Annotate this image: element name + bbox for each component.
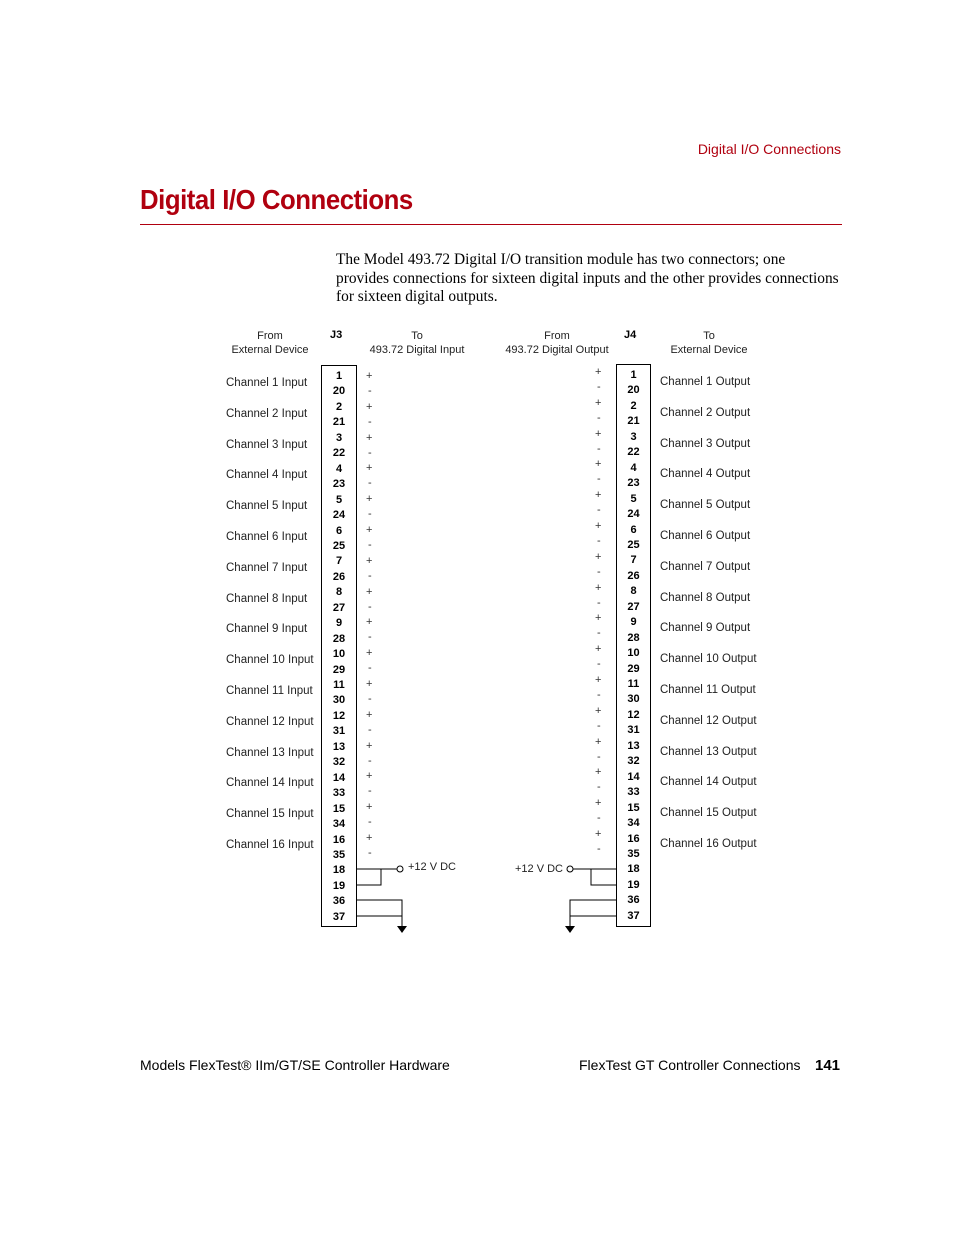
j3-pin-number: 7 xyxy=(335,555,343,568)
j3-minus-sign: - xyxy=(368,385,372,397)
j3-channel-label: Channel 7 Input xyxy=(226,561,308,574)
j4-minus-sign: - xyxy=(597,627,601,640)
j3-minus-sign: - xyxy=(368,816,372,829)
j4-pin-number: 14 xyxy=(627,770,640,783)
j3-pin-number: 21 xyxy=(332,416,346,429)
j4-pin-number: 22 xyxy=(627,446,640,459)
j3-plus-sign: + xyxy=(366,524,373,536)
j3-minus-sign: - xyxy=(368,693,372,705)
j4-plus-sign: + xyxy=(595,828,602,840)
j4-channel-label: Channel 12 Output xyxy=(660,714,757,727)
j3-plus-sign: + xyxy=(366,493,373,506)
j4-plus-sign: + xyxy=(595,797,602,810)
j4-channel-label: Channel 11 Output xyxy=(660,684,756,696)
j3-pin-number: 30 xyxy=(332,694,346,707)
j3-plus-sign: + xyxy=(366,770,373,783)
j4-pin-number: 18 xyxy=(627,863,640,876)
j3-channel-label: Channel 16 Input xyxy=(226,839,314,851)
j3-to-line2: 493.72 Digital Input xyxy=(369,343,465,356)
j3-pin-number: 6 xyxy=(335,524,343,537)
j4-pin-number: 33 xyxy=(627,786,640,799)
j4-from-line1: From xyxy=(544,330,570,342)
j3-pin-number: 29 xyxy=(332,663,346,676)
j4-supply-wire xyxy=(567,866,616,885)
j3-channel-label: Channel 3 Input xyxy=(226,438,308,451)
j3-ground-wire xyxy=(356,900,407,933)
j3-channel-label: Channel 1 Input xyxy=(226,377,308,389)
j3-channel-label: Channel 13 Input xyxy=(226,746,314,759)
j4-pin-number: 16 xyxy=(627,832,640,845)
j3-pin-number: 20 xyxy=(332,385,346,398)
j4-minus-sign: - xyxy=(597,689,601,701)
j3-plus-sign: + xyxy=(366,708,373,721)
j4-pin-number: 31 xyxy=(627,724,640,737)
footer-section: FlexTest GT Controller Connections xyxy=(579,1057,801,1073)
j4-pin-number: 37 xyxy=(627,909,640,922)
j4-plus-sign: + xyxy=(595,735,602,748)
intro-paragraph: The Model 493.72 Digital I/O transition module has two connectors; one provides connections for sixteen digital inputs and the other provides connections for sixteen digital outputs. xyxy=(336,251,839,305)
j3-channel-label: Channel 2 Input xyxy=(226,407,308,420)
j3-to-line1: To xyxy=(411,330,423,342)
j3-plus-sign: + xyxy=(366,554,373,567)
j4-pin-number: 20 xyxy=(627,384,640,397)
j4-plus-sign: + xyxy=(595,458,602,471)
j3-from-line1: From xyxy=(257,330,283,342)
j3-pin-number: 33 xyxy=(332,787,346,800)
j3-pin-number: 9 xyxy=(335,617,343,630)
running-head: Digital I/O Connections xyxy=(697,141,841,157)
j4-channel-label: Channel 4 Output xyxy=(660,468,751,481)
j4-ground-wire xyxy=(565,900,616,933)
j3-pin-number: 16 xyxy=(332,833,346,846)
j4-pin-number: 1 xyxy=(630,369,637,381)
j4-plus-sign: + xyxy=(595,427,602,440)
j4-minus-sign: - xyxy=(597,719,601,732)
j4-minus-sign: - xyxy=(597,596,601,609)
j3-pin-number: 11 xyxy=(333,679,345,691)
j3-minus-sign: - xyxy=(368,631,372,644)
j4-pin-number: 4 xyxy=(630,461,637,474)
j4-minus-sign: - xyxy=(597,442,601,455)
j4-channel-label: Channel 15 Output xyxy=(660,807,757,820)
j4-pin-number: 25 xyxy=(627,538,640,551)
j4-plus-sign: + xyxy=(595,704,602,717)
j4-minus-sign: - xyxy=(597,812,601,825)
j4-plus-sign: + xyxy=(595,550,602,563)
j3-pin-number: 12 xyxy=(332,709,346,722)
j4-minus-sign: - xyxy=(597,781,601,794)
j4-pin-number: 11 xyxy=(627,678,640,690)
j3-from-line2: External Device xyxy=(231,343,309,356)
j3-pin-number: 18 xyxy=(332,864,346,877)
j3-channel-label: Channel 12 Input xyxy=(226,715,314,728)
j3-supply-wire xyxy=(356,866,403,885)
j3-pin-number: 1 xyxy=(335,370,343,382)
j4-to-line1: To xyxy=(703,330,715,342)
j3-plus-sign: + xyxy=(366,370,373,382)
j4-pin-number: 6 xyxy=(630,523,637,536)
j4-channel-label: Channel 7 Output xyxy=(660,560,751,573)
j4-plus-sign: + xyxy=(595,520,602,532)
j4-plus-sign: + xyxy=(595,581,602,594)
j3-minus-sign: - xyxy=(368,600,372,613)
j4-pin-number: 3 xyxy=(630,430,637,443)
j3-minus-sign: - xyxy=(368,847,372,859)
j4-from-line2: 493.72 Digital Output xyxy=(505,343,609,356)
j4-to-line2: External Device xyxy=(670,343,748,356)
j3-minus-sign: - xyxy=(368,415,372,428)
j3-pin-number: 28 xyxy=(332,632,346,645)
j4-label: J4 xyxy=(624,329,637,341)
j3-plus-sign: + xyxy=(366,431,373,444)
j3-pin-number: 24 xyxy=(332,509,346,522)
j4-ground-icon xyxy=(565,926,575,933)
j4-pin-number: 13 xyxy=(627,739,640,752)
j3-pin-number: 13 xyxy=(332,740,346,753)
j3-plus-sign: + xyxy=(366,585,373,598)
j4-plus-sign: + xyxy=(595,366,602,378)
j3-pin-number: 26 xyxy=(332,570,346,583)
j3-channel-label: Channel 11 Input xyxy=(226,685,313,697)
j3-plus-sign: + xyxy=(366,678,373,690)
j3-pin-number: 19 xyxy=(332,879,346,892)
j4-channel-label: Channel 1 Output xyxy=(660,376,751,388)
j4-minus-sign: - xyxy=(597,504,601,517)
j4-channel-label: Channel 9 Output xyxy=(660,622,751,635)
j3-pin-number: 37 xyxy=(332,910,346,923)
j3-channel-label: Channel 5 Input xyxy=(226,500,308,513)
page-title: Digital I/O Connections xyxy=(140,184,413,215)
j4-pin-number: 7 xyxy=(630,554,637,567)
j3-pin-number: 25 xyxy=(332,539,346,552)
j4-pin-number: 28 xyxy=(627,631,640,644)
j3-ground-icon xyxy=(397,926,407,933)
j3-minus-sign: - xyxy=(368,539,372,551)
j4-channel-label: Channel 6 Output xyxy=(660,530,751,542)
j4-pin-number: 32 xyxy=(627,755,640,768)
j4-plus-sign: + xyxy=(595,396,602,409)
j3-plus-sign: + xyxy=(366,462,373,475)
page-number: 141 xyxy=(815,1057,841,1074)
j3-minus-sign: - xyxy=(368,569,372,582)
j4-channel-label: Channel 5 Output xyxy=(660,499,751,512)
j4-plus-sign: + xyxy=(595,643,602,656)
j4-pin-number: 21 xyxy=(627,415,640,428)
j3-plus-sign: + xyxy=(366,801,373,814)
j4-minus-sign: - xyxy=(597,750,601,763)
j3-pin-number: 36 xyxy=(332,895,346,908)
j3-channel-label: Channel 15 Input xyxy=(226,808,314,821)
j4-pin-number: 35 xyxy=(627,847,640,860)
j4-pin-number: 23 xyxy=(627,477,640,490)
j4-minus-sign: - xyxy=(597,411,601,424)
j3-minus-sign: - xyxy=(368,446,372,459)
j3-pin-number: 23 xyxy=(332,478,346,491)
j4-channel-label: Channel 8 Output xyxy=(660,591,751,604)
j4-pin-number: 9 xyxy=(630,616,637,629)
j4-pin-number: 19 xyxy=(627,878,640,891)
j4-pin-number: 36 xyxy=(627,894,640,907)
j3-channel-label: Channel 10 Input xyxy=(226,654,314,667)
j4-pin-number: 30 xyxy=(627,693,640,706)
j4-channel-label: Channel 2 Output xyxy=(660,406,751,419)
j4-minus-sign: - xyxy=(597,658,601,671)
j3-minus-sign: - xyxy=(368,785,372,798)
j3-plus-sign: + xyxy=(366,400,373,413)
j3-pin-number: 22 xyxy=(332,447,346,460)
j4-minus-sign: - xyxy=(597,535,601,547)
j3-pin-number: 8 xyxy=(335,586,343,599)
j3-pin-number: 2 xyxy=(335,400,343,413)
j4-channel-label: Channel 14 Output xyxy=(660,776,757,789)
j3-pin-number: 15 xyxy=(332,802,346,815)
j4-pin-number: 27 xyxy=(627,600,640,613)
j4-minus-sign: - xyxy=(597,473,601,486)
j4-supply-label: +12 V DC xyxy=(515,863,563,875)
j4-plus-sign: + xyxy=(595,489,602,502)
j3-channel-label: Channel 6 Input xyxy=(226,531,308,543)
j3-pin-number: 14 xyxy=(332,771,346,784)
j3-pin-number: 27 xyxy=(332,601,346,614)
j3-channel-label: Channel 8 Input xyxy=(226,592,308,605)
j4-pin-number: 26 xyxy=(627,569,640,582)
j3-minus-sign: - xyxy=(368,508,372,521)
j3-pin-number: 4 xyxy=(335,462,343,475)
j3-pin-number: 3 xyxy=(335,431,343,444)
j3-pin-number: 32 xyxy=(332,756,346,769)
j3-pin-number: 34 xyxy=(332,818,346,831)
j4-minus-sign: - xyxy=(597,381,601,393)
j3-pin-number: 5 xyxy=(335,493,343,506)
footer-book-title: Models FlexTest® IIm/GT/SE Controller Hardware xyxy=(140,1057,450,1073)
j3-plus-sign: + xyxy=(366,647,373,660)
j3-minus-sign: - xyxy=(368,754,372,767)
j4-plus-sign: + xyxy=(595,612,602,625)
j4-channel-label: Channel 16 Output xyxy=(660,838,757,850)
j3-plus-sign: + xyxy=(366,739,373,752)
j4-channel-label: Channel 10 Output xyxy=(660,653,757,666)
j4-channel-label: Channel 3 Output xyxy=(660,437,751,450)
j3-minus-sign: - xyxy=(368,723,372,736)
j4-plus-sign: + xyxy=(595,674,602,686)
j4-pin-number: 2 xyxy=(630,399,637,412)
j3-pin-number: 10 xyxy=(332,648,346,661)
j3-pin-number: 35 xyxy=(332,848,346,861)
j3-plus-sign: + xyxy=(366,832,373,844)
j3-channel-label: Channel 4 Input xyxy=(226,469,308,482)
j4-pin-number: 34 xyxy=(627,817,640,830)
j4-minus-sign: - xyxy=(597,843,601,855)
j4-pin-number: 15 xyxy=(627,801,640,814)
j4-plus-sign: + xyxy=(595,766,602,779)
j3-supply-label: +12 V DC xyxy=(408,861,456,873)
j4-pin-number: 5 xyxy=(630,492,637,505)
j4-pin-number: 24 xyxy=(627,508,640,521)
j4-pin-number: 29 xyxy=(627,662,640,675)
j4-minus-sign: - xyxy=(597,565,601,578)
j3-channel-label: Channel 14 Input xyxy=(226,777,314,790)
j4-pin-number: 8 xyxy=(630,585,637,598)
j3-label: J3 xyxy=(330,329,343,341)
j3-minus-sign: - xyxy=(368,477,372,490)
j3-pin-number: 31 xyxy=(332,725,346,738)
j4-channel-label: Channel 13 Output xyxy=(660,745,757,758)
j4-pin-number: 10 xyxy=(627,647,640,660)
j3-minus-sign: - xyxy=(368,662,372,675)
j3-plus-sign: + xyxy=(366,616,373,629)
j4-pin-number: 12 xyxy=(627,708,640,721)
j3-channel-label: Channel 9 Input xyxy=(226,623,308,636)
